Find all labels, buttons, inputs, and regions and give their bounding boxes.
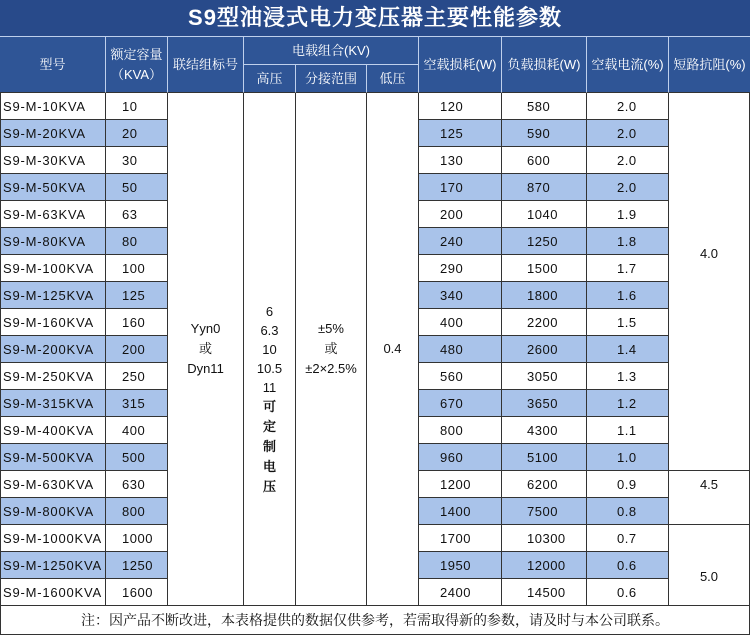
load-loss-cell: 870 <box>502 174 587 201</box>
no-load-current-cell: 2.0 <box>587 147 669 174</box>
load-loss-cell: 2200 <box>502 309 587 336</box>
model-cell: S9-M-63KVA <box>0 201 106 228</box>
capacity-cell: 160 <box>106 309 168 336</box>
no-load-loss-cell: 1700 <box>419 525 502 552</box>
model-cell: S9-M-1250KVA <box>0 552 106 579</box>
tap-range-cell <box>296 93 367 606</box>
model-cell: S9-M-80KVA <box>0 228 106 255</box>
capacity-cell: 1000 <box>106 525 168 552</box>
footnote: 注：因产品不断改进，本表格提供的数据仅供参考，若需取得新的参数，请及时与本公司联系。 <box>0 606 750 635</box>
header-impedance: 短路抗阻(%) <box>669 37 750 93</box>
spec-table <box>0 37 750 635</box>
load-loss-cell: 1500 <box>502 255 587 282</box>
capacity-cell: 63 <box>106 201 168 228</box>
model-cell: S9-M-400KVA <box>0 417 106 444</box>
no-load-current-cell: 1.2 <box>587 390 669 417</box>
high-voltage-note-char: 定 <box>262 419 276 434</box>
header-connection: 联结组标号 <box>168 37 244 93</box>
load-loss-cell: 590 <box>502 120 587 147</box>
header-model: 型号 <box>0 37 106 93</box>
no-load-current-cell: 2.0 <box>587 174 669 201</box>
model-cell: S9-M-800KVA <box>0 498 106 525</box>
capacity-cell: 20 <box>106 120 168 147</box>
no-load-current-cell: 1.4 <box>587 336 669 363</box>
no-load-current-cell: 0.8 <box>587 498 669 525</box>
capacity-cell: 250 <box>106 363 168 390</box>
no-load-current-cell: 0.6 <box>587 579 669 606</box>
no-load-loss-cell: 1950 <box>419 552 502 579</box>
no-load-current-cell: 1.5 <box>587 309 669 336</box>
capacity-cell: 315 <box>106 390 168 417</box>
high-voltage-cell <box>244 93 296 606</box>
capacity-cell: 500 <box>106 444 168 471</box>
load-loss-cell: 12000 <box>502 552 587 579</box>
capacity-cell: 30 <box>106 147 168 174</box>
load-loss-cell: 7500 <box>502 498 587 525</box>
no-load-loss-cell: 170 <box>419 174 502 201</box>
no-load-loss-cell: 2400 <box>419 579 502 606</box>
high-voltage-value: 10.5 <box>256 361 283 376</box>
no-load-current-cell: 1.1 <box>587 417 669 444</box>
header-tap-range: 分接范围 <box>296 65 367 93</box>
high-voltage-note-char: 压 <box>262 479 276 494</box>
capacity-cell: 10 <box>106 93 168 120</box>
capacity-cell: 100 <box>106 255 168 282</box>
model-cell: S9-M-10KVA <box>0 93 106 120</box>
capacity-cell: 1250 <box>106 552 168 579</box>
load-loss-cell: 4300 <box>502 417 587 444</box>
no-load-loss-cell: 200 <box>419 201 502 228</box>
model-cell: S9-M-100KVA <box>0 255 106 282</box>
header-no-load-current: 空载电流(%) <box>587 37 669 93</box>
model-cell: S9-M-200KVA <box>0 336 106 363</box>
load-loss-cell: 600 <box>502 147 587 174</box>
capacity-cell: 1600 <box>106 579 168 606</box>
no-load-current-cell: 1.7 <box>587 255 669 282</box>
model-cell: S9-M-1600KVA <box>0 579 106 606</box>
no-load-loss-cell: 1400 <box>419 498 502 525</box>
no-load-loss-cell: 125 <box>419 120 502 147</box>
connection-line: Dyn11 <box>187 361 224 376</box>
model-cell: S9-M-1000KVA <box>0 525 106 552</box>
tap-range-line: ±2×2.5% <box>305 361 357 376</box>
load-loss-cell: 5100 <box>502 444 587 471</box>
impedance-cell: 4.0 <box>669 93 750 471</box>
impedance-cell: 5.0 <box>669 525 750 606</box>
high-voltage-value: 6.3 <box>260 323 279 338</box>
no-load-loss-cell: 960 <box>419 444 502 471</box>
no-load-current-cell: 1.3 <box>587 363 669 390</box>
no-load-loss-cell: 240 <box>419 228 502 255</box>
load-loss-cell: 1250 <box>502 228 587 255</box>
model-cell: S9-M-125KVA <box>0 282 106 309</box>
no-load-loss-cell: 800 <box>419 417 502 444</box>
model-cell: S9-M-160KVA <box>0 309 106 336</box>
no-load-loss-cell: 670 <box>419 390 502 417</box>
load-loss-cell: 1800 <box>502 282 587 309</box>
header-capacity <box>106 37 168 93</box>
capacity-cell: 80 <box>106 228 168 255</box>
high-voltage-note-char: 电 <box>262 459 276 474</box>
impedance-cell: 4.5 <box>669 471 750 525</box>
no-load-current-cell: 1.0 <box>587 444 669 471</box>
no-load-current-cell: 2.0 <box>587 120 669 147</box>
high-voltage-value: 6 <box>265 304 274 319</box>
capacity-cell: 800 <box>106 498 168 525</box>
no-load-current-cell: 0.6 <box>587 552 669 579</box>
model-cell: S9-M-50KVA <box>0 174 106 201</box>
no-load-loss-cell: 400 <box>419 309 502 336</box>
capacity-cell: 630 <box>106 471 168 498</box>
header-voltage-group: 电载组合(KV) <box>244 37 419 65</box>
no-load-loss-cell: 130 <box>419 147 502 174</box>
high-voltage-value: 11 <box>262 380 277 395</box>
no-load-current-cell: 0.7 <box>587 525 669 552</box>
connection-group-cell <box>168 93 244 606</box>
capacity-cell: 400 <box>106 417 168 444</box>
load-loss-cell: 2600 <box>502 336 587 363</box>
header-no-load-loss: 空载损耗(W) <box>419 37 502 93</box>
model-cell: S9-M-250KVA <box>0 363 106 390</box>
header-capacity-label: 额定容量 <box>110 46 163 62</box>
load-loss-cell: 3050 <box>502 363 587 390</box>
no-load-loss-cell: 1200 <box>419 471 502 498</box>
no-load-current-cell: 2.0 <box>587 93 669 120</box>
no-load-loss-cell: 560 <box>419 363 502 390</box>
tap-range-line: 或 <box>324 341 338 356</box>
connection-line: 或 <box>198 341 212 356</box>
tap-range-line: ±5% <box>318 321 344 336</box>
load-loss-cell: 10300 <box>502 525 587 552</box>
header-load-loss: 负载损耗(W) <box>502 37 587 93</box>
header-capacity-unit: （KVA） <box>110 66 163 82</box>
no-load-loss-cell: 120 <box>419 93 502 120</box>
no-load-current-cell: 0.9 <box>587 471 669 498</box>
model-cell: S9-M-20KVA <box>0 120 106 147</box>
header-low-voltage: 低压 <box>367 65 419 93</box>
capacity-cell: 125 <box>106 282 168 309</box>
model-cell: S9-M-500KVA <box>0 444 106 471</box>
load-loss-cell: 14500 <box>502 579 587 606</box>
no-load-current-cell: 1.6 <box>587 282 669 309</box>
model-cell: S9-M-315KVA <box>0 390 106 417</box>
high-voltage-note-char: 可 <box>262 399 276 414</box>
no-load-current-cell: 1.9 <box>587 201 669 228</box>
load-loss-cell: 580 <box>502 93 587 120</box>
load-loss-cell: 3650 <box>502 390 587 417</box>
no-load-loss-cell: 480 <box>419 336 502 363</box>
header-high-voltage: 高压 <box>244 65 296 93</box>
no-load-loss-cell: 340 <box>419 282 502 309</box>
model-cell: S9-M-630KVA <box>0 471 106 498</box>
model-cell: S9-M-30KVA <box>0 147 106 174</box>
page-title: S9型油浸式电力变压器主要性能参数 <box>0 0 750 37</box>
load-loss-cell: 6200 <box>502 471 587 498</box>
high-voltage-value: 10 <box>262 342 277 357</box>
connection-line: Yyn0 <box>190 321 221 336</box>
high-voltage-note-char: 制 <box>262 439 276 454</box>
low-voltage-cell: 0.4 <box>367 93 419 606</box>
capacity-cell: 50 <box>106 174 168 201</box>
no-load-current-cell: 1.8 <box>587 228 669 255</box>
load-loss-cell: 1040 <box>502 201 587 228</box>
capacity-cell: 200 <box>106 336 168 363</box>
no-load-loss-cell: 290 <box>419 255 502 282</box>
